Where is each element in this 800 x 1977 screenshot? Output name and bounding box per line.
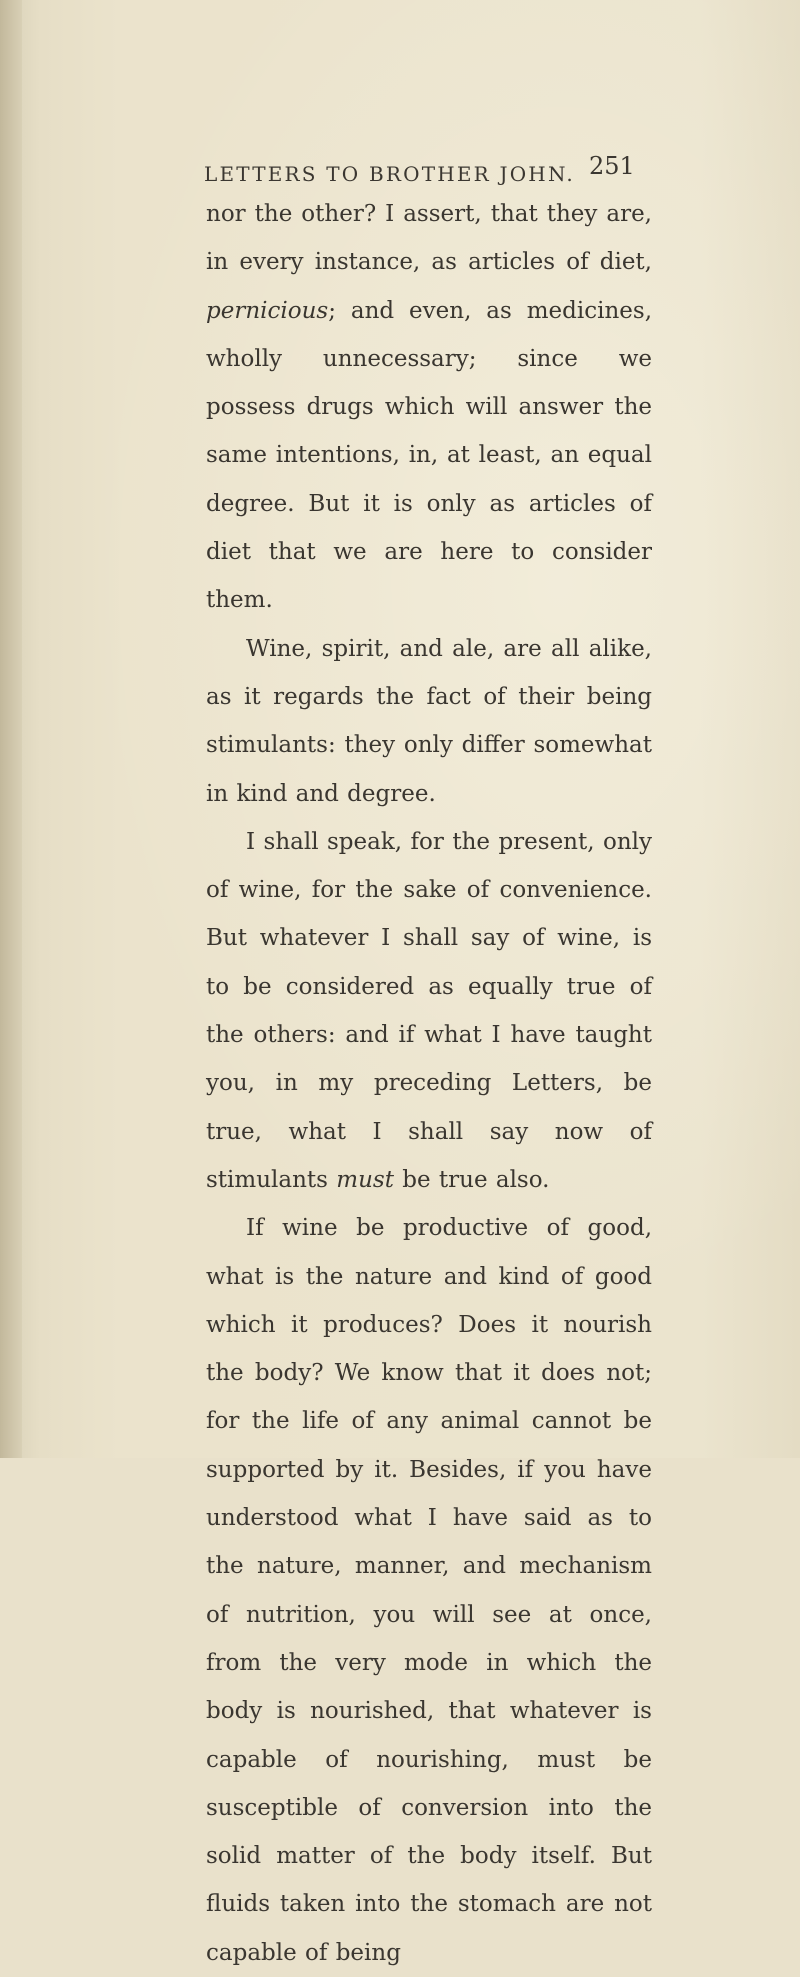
running-title: LETTERS TO BROTHER JOHN. (204, 162, 575, 186)
paragraph-1: nor the other? I assert, that they are, in every instance, as articles of diet, pernicious; and even, as medicines, wholly unnecessary; since we possess drugs which will answer the same intentions, in, at least, an equal degree. But it is only as articles of diet that we are here to consider them. (206, 201, 652, 614)
paragraph-2: Wine, spirit, and ale, are all alike, as it regards the fact of their being stimulants: they only differ somewhat in kind and degree. (206, 635, 652, 807)
paragraph-3: I shall speak, for the present, only of wine, for the sake of convenience. But whatever I shall say of wine, is to be considered as equally true of the others: and if what I have taught you, in my preceding Letters, be true, what I shall say now of stimulants must be true also. (206, 828, 652, 1193)
emphasis-must: must (336, 1166, 394, 1193)
emphasis-pernicious: pernicious (206, 297, 329, 324)
body-text (206, 190, 652, 1977)
paragraph-4: If wine be productive of good, what is the nature and kind of good which it produces? Does it nourish the body? We know that it does not; for the life of any animal cannot be supported by it. Besides, if you have understood what I have said as to the nature, manner, and mechanism of nutrition, you will see at once, from the very mode in which the body is nourished, that whatever is capable of nourishing, must be susceptible of conversion into the solid matter of the body itself. But fluids taken into the stomach are not capable of being (206, 1215, 652, 1966)
page-gutter-shadow (0, 0, 22, 1458)
page-number: 251 (589, 152, 635, 180)
